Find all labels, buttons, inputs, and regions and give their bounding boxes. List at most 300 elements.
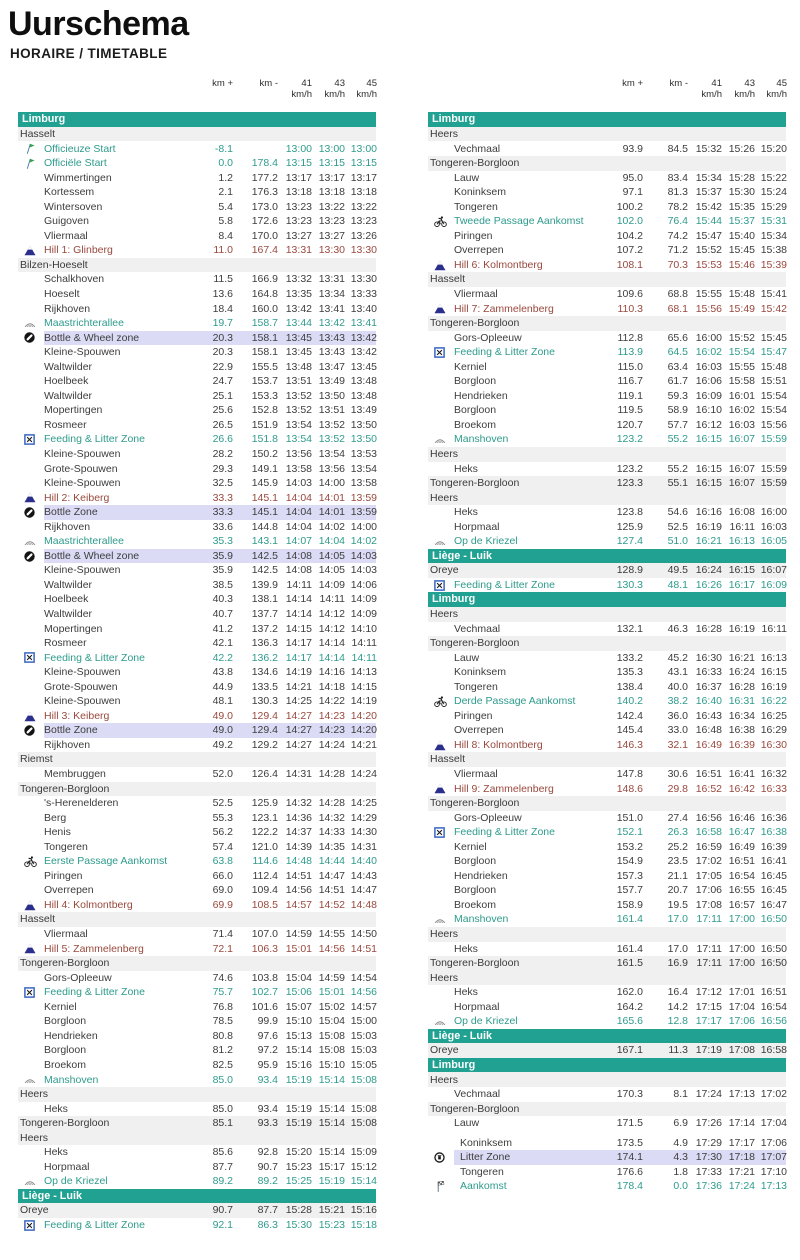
km-plus: 42.1 (212, 637, 233, 650)
time-41kmh: 15:47 (695, 229, 722, 242)
km-plus: 102.0 (616, 215, 643, 228)
time-43kmh: 16:28 (728, 680, 755, 693)
time-43kmh: 17:04 (728, 1000, 755, 1013)
time-45kmh: 16:22 (760, 695, 787, 708)
time-43kmh: 13:31 (318, 273, 345, 286)
time-43kmh: 16:07 (728, 477, 755, 490)
time-43kmh: 15:54 (728, 346, 755, 359)
timetable-row (428, 185, 786, 200)
timetable-row (428, 214, 786, 229)
time-45kmh: 16:11 (761, 622, 787, 635)
km-plus: 63.8 (212, 855, 233, 868)
time-45kmh: 14:21 (350, 738, 377, 751)
km-minus: 177.2 (251, 171, 278, 184)
time-45kmh: 16:38 (760, 826, 787, 839)
km-plus: 123.2 (616, 433, 643, 446)
time-41kmh: 13:31 (285, 244, 312, 257)
feeding-icon (18, 987, 35, 998)
cobbles-icon (428, 914, 446, 925)
km-plus: 161.4 (616, 942, 643, 955)
time-45kmh: 13:59 (350, 491, 377, 504)
km-minus: 68.1 (667, 302, 688, 315)
time-45kmh: 15:16 (350, 1204, 377, 1217)
location-label: Manshoven (44, 1074, 99, 1085)
time-45kmh: 16:33 (760, 782, 787, 795)
section-row (18, 127, 376, 142)
time-45kmh: 17:02 (760, 1088, 787, 1101)
region-band (428, 1058, 786, 1073)
km-minus: 48.1 (667, 578, 688, 591)
timetable-row (428, 200, 786, 215)
time-43kmh: 15:04 (318, 1015, 345, 1028)
timetable-row (18, 243, 376, 258)
km-minus: 125.9 (251, 797, 278, 810)
time-43kmh: 15:14 (318, 1073, 345, 1086)
timetable-row (18, 651, 376, 666)
time-41kmh: 15:25 (285, 1175, 312, 1188)
km-minus: 20.7 (667, 884, 688, 897)
time-43kmh: 16:03 (728, 418, 755, 431)
km-minus: 55.2 (667, 433, 688, 446)
km-minus: 93.3 (257, 1117, 278, 1130)
timetable-row (18, 549, 376, 564)
time-43kmh: 15:26 (728, 142, 755, 155)
time-45kmh: 14:43 (350, 869, 377, 882)
column-headers (428, 79, 786, 100)
location-label: Vechmaal (454, 623, 501, 635)
location-label: Hill 7: Zammelenberg (454, 303, 554, 315)
time-41kmh: 16:51 (695, 768, 722, 781)
time-41kmh: 13:45 (285, 331, 312, 344)
timetable-row (428, 1179, 786, 1194)
time-45kmh: 14:20 (350, 724, 377, 737)
time-43kmh: 14:23 (318, 709, 345, 722)
timetable-row (18, 447, 376, 462)
time-41kmh: 15:42 (695, 200, 722, 213)
km-plus: 35.9 (212, 564, 233, 577)
section-row (428, 636, 786, 651)
location-label: Kerniel (44, 1001, 77, 1013)
km-minus: 142.5 (251, 564, 278, 577)
time-43kmh: 14:28 (318, 768, 345, 781)
time-45kmh: 14:50 (350, 928, 377, 941)
timetable-row (428, 302, 786, 317)
timetable-row (428, 825, 786, 840)
time-41kmh: 16:37 (695, 680, 722, 693)
feeding-icon (428, 347, 445, 358)
time-45kmh: 15:54 (760, 389, 787, 402)
location-label: Borgloon (454, 856, 497, 867)
hill-icon (18, 492, 36, 503)
timetable-row (18, 345, 376, 360)
time-41kmh: 17:36 (695, 1180, 722, 1193)
location-label: Gors-Opleeuw (44, 972, 112, 984)
location-label: Broekom (44, 1059, 87, 1071)
time-43kmh: 16:55 (728, 884, 755, 897)
time-45kmh: 15:05 (350, 1058, 377, 1071)
time-41kmh: 16:28 (695, 622, 722, 635)
time-41kmh: 14:04 (285, 520, 312, 533)
km-plus: 90.7 (212, 1204, 233, 1217)
km-minus: 90.7 (257, 1160, 278, 1173)
time-45kmh: 15:22 (760, 171, 787, 184)
timetable-row (18, 563, 376, 578)
location-label: Manshoven (454, 434, 509, 445)
km-plus: 130.3 (616, 578, 643, 591)
time-45kmh: 13:23 (350, 215, 377, 228)
timetable-row (18, 491, 376, 506)
feeding-icon (428, 827, 445, 838)
km-plus: 20.3 (212, 331, 233, 344)
region-band (428, 549, 786, 564)
section-label: Heers (430, 972, 459, 984)
location-label: Hoelbeek (44, 376, 89, 387)
timetable-row (18, 403, 376, 418)
location-label: Piringen (454, 710, 493, 722)
timetable-row (18, 738, 376, 753)
km-minus: 43.1 (667, 666, 688, 679)
km-minus: 101.6 (251, 1000, 278, 1013)
km-plus: 35.9 (212, 549, 233, 562)
time-41kmh: 14:48 (285, 855, 312, 868)
region-band (428, 592, 786, 607)
time-45kmh: 15:54 (760, 404, 787, 417)
km-plus: 85.0 (212, 1073, 233, 1086)
location-label: Vliermaal (44, 230, 88, 242)
km-plus: 24.7 (212, 375, 233, 388)
time-43kmh: 14:33 (318, 826, 345, 839)
timetable-row (428, 1136, 786, 1151)
km-minus: 178.4 (251, 157, 278, 170)
timetable-row (18, 1043, 376, 1058)
timetable-row (428, 694, 786, 709)
time-43kmh: 15:30 (728, 186, 755, 199)
km-plus: 95.0 (622, 171, 643, 184)
time-43kmh: 13:51 (318, 404, 345, 417)
region-band (428, 1029, 786, 1044)
time-43kmh: 14:59 (318, 971, 345, 984)
time-41kmh: 13:45 (285, 346, 312, 359)
time-45kmh: 15:03 (350, 1044, 377, 1057)
timetable-row (428, 1014, 786, 1029)
time-43kmh: 16:51 (728, 855, 755, 868)
km-plus: 32.5 (212, 477, 233, 490)
time-43kmh: 14:18 (318, 680, 345, 693)
km-minus: 57.7 (667, 418, 688, 431)
location-label: Eerste Passage Aankomst (44, 856, 168, 867)
timetable-row (428, 680, 786, 695)
time-45kmh: 14:24 (350, 768, 377, 781)
time-45kmh: 13:15 (350, 157, 377, 170)
time-41kmh: 16:21 (695, 535, 722, 548)
location-label: Heks (454, 943, 478, 955)
time-41kmh: 15:53 (695, 258, 722, 271)
km-plus: 93.9 (622, 142, 643, 155)
timetable-row (18, 825, 376, 840)
km-plus: 80.8 (212, 1029, 233, 1042)
km-minus: 97.6 (257, 1029, 278, 1042)
section-label: Heers (430, 128, 459, 140)
timetable-row (18, 709, 376, 724)
time-43kmh: 15:14 (318, 1102, 345, 1115)
km-minus: 78.2 (667, 200, 688, 213)
km-minus: 25.2 (667, 840, 688, 853)
timetable-row (18, 854, 376, 869)
km-plus: 173.5 (616, 1136, 643, 1149)
location-label: Heks (44, 1103, 68, 1115)
col-header-45kmh: 45 km/h (766, 78, 787, 100)
time-45kmh: 15:47 (760, 346, 787, 359)
time-45kmh: 15:12 (350, 1160, 377, 1173)
timetable-row (18, 665, 376, 680)
time-41kmh: 16:03 (695, 360, 722, 373)
time-41kmh: 16:40 (695, 695, 722, 708)
timetable-row (18, 1029, 376, 1044)
km-plus: 161.4 (616, 913, 643, 926)
km-minus: 55.2 (667, 462, 688, 475)
location-label: Heks (454, 463, 478, 475)
time-45kmh: 16:13 (760, 651, 787, 664)
time-45kmh: 15:08 (350, 1073, 377, 1086)
km-plus: 142.4 (616, 709, 643, 722)
time-45kmh: 15:41 (760, 287, 787, 300)
location-label: Schalkhoven (44, 274, 105, 285)
time-43kmh: 13:17 (318, 171, 345, 184)
time-45kmh: 16:29 (760, 724, 787, 737)
hill-icon (428, 783, 446, 794)
timetable-row (18, 505, 376, 520)
hill-icon (18, 245, 36, 256)
km-plus: 104.2 (616, 229, 643, 242)
time-43kmh: 15:28 (728, 171, 755, 184)
section-row (428, 156, 786, 171)
timetable-row (428, 578, 786, 593)
km-plus: 154.9 (616, 855, 643, 868)
km-minus: 129.4 (251, 724, 278, 737)
col-header-43kmh: 43 km/h (324, 78, 345, 100)
km-minus: 109.4 (251, 884, 278, 897)
section-label: Tongeren-Borgloon (20, 958, 110, 969)
time-41kmh: 16:26 (695, 578, 722, 591)
time-41kmh: 16:15 (695, 462, 722, 475)
timetable-row (428, 389, 786, 404)
time-43kmh: 13:49 (318, 375, 345, 388)
km-plus: 174.1 (616, 1151, 643, 1164)
time-41kmh: 15:56 (695, 302, 722, 315)
location-label: Vliermaal (454, 769, 498, 780)
timetable-row (428, 709, 786, 724)
km-minus: 81.3 (667, 186, 688, 199)
time-41kmh: 15:52 (695, 244, 722, 257)
section-row (18, 1116, 376, 1131)
time-43kmh: 13:42 (318, 317, 345, 330)
km-plus: 69.0 (212, 884, 233, 897)
time-41kmh: 13:52 (285, 404, 312, 417)
km-plus: 44.9 (212, 680, 233, 693)
section-row (428, 1043, 786, 1058)
section-row (18, 956, 376, 971)
section-row (428, 752, 786, 767)
time-45kmh: 15:48 (760, 360, 787, 373)
location-label: Borgloon (454, 376, 497, 387)
km-plus: 107.2 (616, 244, 643, 257)
time-43kmh: 14:16 (318, 666, 345, 679)
time-43kmh: 13:56 (318, 462, 345, 475)
time-43kmh: 14:23 (318, 724, 345, 737)
section-label: Tongeren-Borgloon (430, 958, 520, 969)
section-row (428, 316, 786, 331)
km-minus: 36.0 (667, 709, 688, 722)
km-plus: 78.5 (212, 1015, 233, 1028)
timetable-row (428, 287, 786, 302)
cobbles-icon (18, 318, 36, 329)
time-45kmh: 16:05 (760, 535, 787, 548)
timetable-row (428, 418, 786, 433)
time-43kmh: 13:30 (318, 244, 345, 257)
km-minus: 176.3 (251, 186, 278, 199)
time-43kmh: 13:43 (318, 346, 345, 359)
km-minus: 107.0 (251, 928, 278, 941)
time-45kmh: 16:50 (760, 957, 787, 970)
km-minus: 92.8 (257, 1146, 278, 1159)
time-41kmh: 13:51 (285, 375, 312, 388)
timetable-row (18, 869, 376, 884)
cobbles-icon (428, 434, 446, 445)
time-45kmh: 13:45 (350, 360, 377, 373)
time-43kmh: 16:46 (728, 811, 755, 824)
location-label: Hill 3: Keiberg (44, 710, 110, 722)
km-minus: 155.5 (251, 360, 278, 373)
timetable-columns (18, 79, 800, 1232)
section-label: Heers (430, 609, 459, 620)
time-41kmh: 13:15 (285, 157, 312, 170)
timetable-row (18, 534, 376, 549)
time-45kmh: 15:56 (760, 418, 787, 431)
km-minus: 130.3 (251, 695, 278, 708)
time-41kmh: 13:44 (285, 317, 312, 330)
location-label: Wimmertingen (44, 172, 112, 184)
time-45kmh: 15:38 (760, 244, 787, 257)
timetable-row (18, 229, 376, 244)
time-43kmh: 17:18 (728, 1151, 755, 1164)
time-43kmh: 17:13 (728, 1088, 755, 1101)
time-45kmh: 13:40 (350, 302, 377, 315)
location-label: Feeding & Litter Zone (44, 987, 145, 998)
timetable-column-right (428, 79, 786, 1232)
time-45kmh: 13:58 (350, 477, 377, 490)
section-row (428, 796, 786, 811)
km-minus: 76.4 (667, 215, 688, 228)
hill-icon (428, 260, 446, 271)
km-plus: 85.1 (212, 1117, 233, 1130)
feeding-icon (18, 434, 35, 445)
time-41kmh: 17:24 (695, 1088, 722, 1101)
location-label: Hendrieken (44, 1030, 98, 1042)
timetable-row (18, 287, 376, 302)
km-plus: 49.2 (212, 738, 233, 751)
section-row (428, 563, 786, 578)
region-label: Liège - Luik (22, 1190, 82, 1202)
time-43kmh: 14:22 (318, 695, 345, 708)
time-41kmh: 17:12 (695, 986, 722, 999)
timetable-row (18, 1102, 376, 1117)
location-label: Kerniel (454, 361, 487, 373)
km-plus: 133.2 (616, 651, 643, 664)
time-45kmh: 14:06 (350, 578, 377, 591)
km-minus: 16.9 (667, 957, 688, 970)
timetable-row (428, 840, 786, 855)
km-minus: 108.5 (251, 898, 278, 911)
time-45kmh: 15:20 (760, 142, 787, 155)
km-minus: 64.5 (667, 346, 688, 359)
time-45kmh: 16:30 (760, 738, 787, 751)
km-minus: 167.4 (251, 244, 278, 257)
timetable-row (428, 738, 786, 753)
region-label: Limburg (432, 1059, 476, 1071)
location-label: Kleine-Spouwen (44, 478, 121, 489)
time-45kmh: 16:51 (760, 986, 787, 999)
location-label: Borgloon (454, 885, 497, 896)
timetable-row (428, 403, 786, 418)
time-41kmh: 16:48 (695, 724, 722, 737)
time-43kmh: 13:34 (318, 287, 345, 300)
bottle-icon (18, 507, 35, 518)
km-plus: 148.6 (616, 782, 643, 795)
time-45kmh: 15:18 (350, 1218, 377, 1231)
time-41kmh: 14:37 (285, 826, 312, 839)
time-43kmh: 16:39 (728, 738, 755, 751)
time-45kmh: 13:17 (350, 171, 377, 184)
section-label: Hasselt (430, 274, 466, 285)
time-43kmh: 14:11 (319, 593, 345, 606)
km-minus: 139.9 (251, 578, 278, 591)
location-label: Berg (44, 812, 67, 824)
time-41kmh: 16:49 (695, 738, 722, 751)
timetable-row (428, 360, 786, 375)
location-label: Heks (454, 507, 478, 518)
bottle-icon (18, 332, 35, 343)
section-row (18, 752, 376, 767)
feeding-icon (428, 580, 445, 591)
region-label: Liège - Luik (432, 550, 492, 562)
time-45kmh: 17:10 (760, 1165, 787, 1178)
location-label: Bottle Zone (44, 507, 98, 518)
time-41kmh: 13:00 (285, 142, 312, 155)
km-plus: 171.5 (616, 1117, 643, 1130)
time-41kmh: 14:17 (285, 637, 312, 650)
location-label: Horpmaal (44, 1161, 90, 1173)
time-43kmh: 15:48 (728, 287, 755, 300)
section-row (18, 912, 376, 927)
time-45kmh: 13:49 (350, 404, 377, 417)
km-minus: 170.0 (251, 229, 278, 242)
time-43kmh: 17:14 (728, 1117, 755, 1130)
km-minus: 137.2 (251, 622, 278, 635)
time-43kmh: 15:35 (728, 200, 755, 213)
km-minus: 65.6 (667, 331, 688, 344)
section-label: Heers (430, 448, 459, 460)
time-41kmh: 16:58 (695, 826, 722, 839)
time-45kmh: 13:30 (350, 244, 377, 257)
location-label: Feeding & Litter Zone (454, 579, 555, 591)
time-45kmh: 16:03 (760, 520, 787, 533)
time-41kmh: 17:26 (695, 1117, 722, 1130)
time-43kmh: 15:17 (318, 1160, 345, 1173)
timetable-row (18, 723, 376, 738)
location-label: Broekom (454, 419, 497, 431)
time-41kmh: 17:08 (695, 898, 722, 911)
timetable-row (18, 141, 376, 156)
